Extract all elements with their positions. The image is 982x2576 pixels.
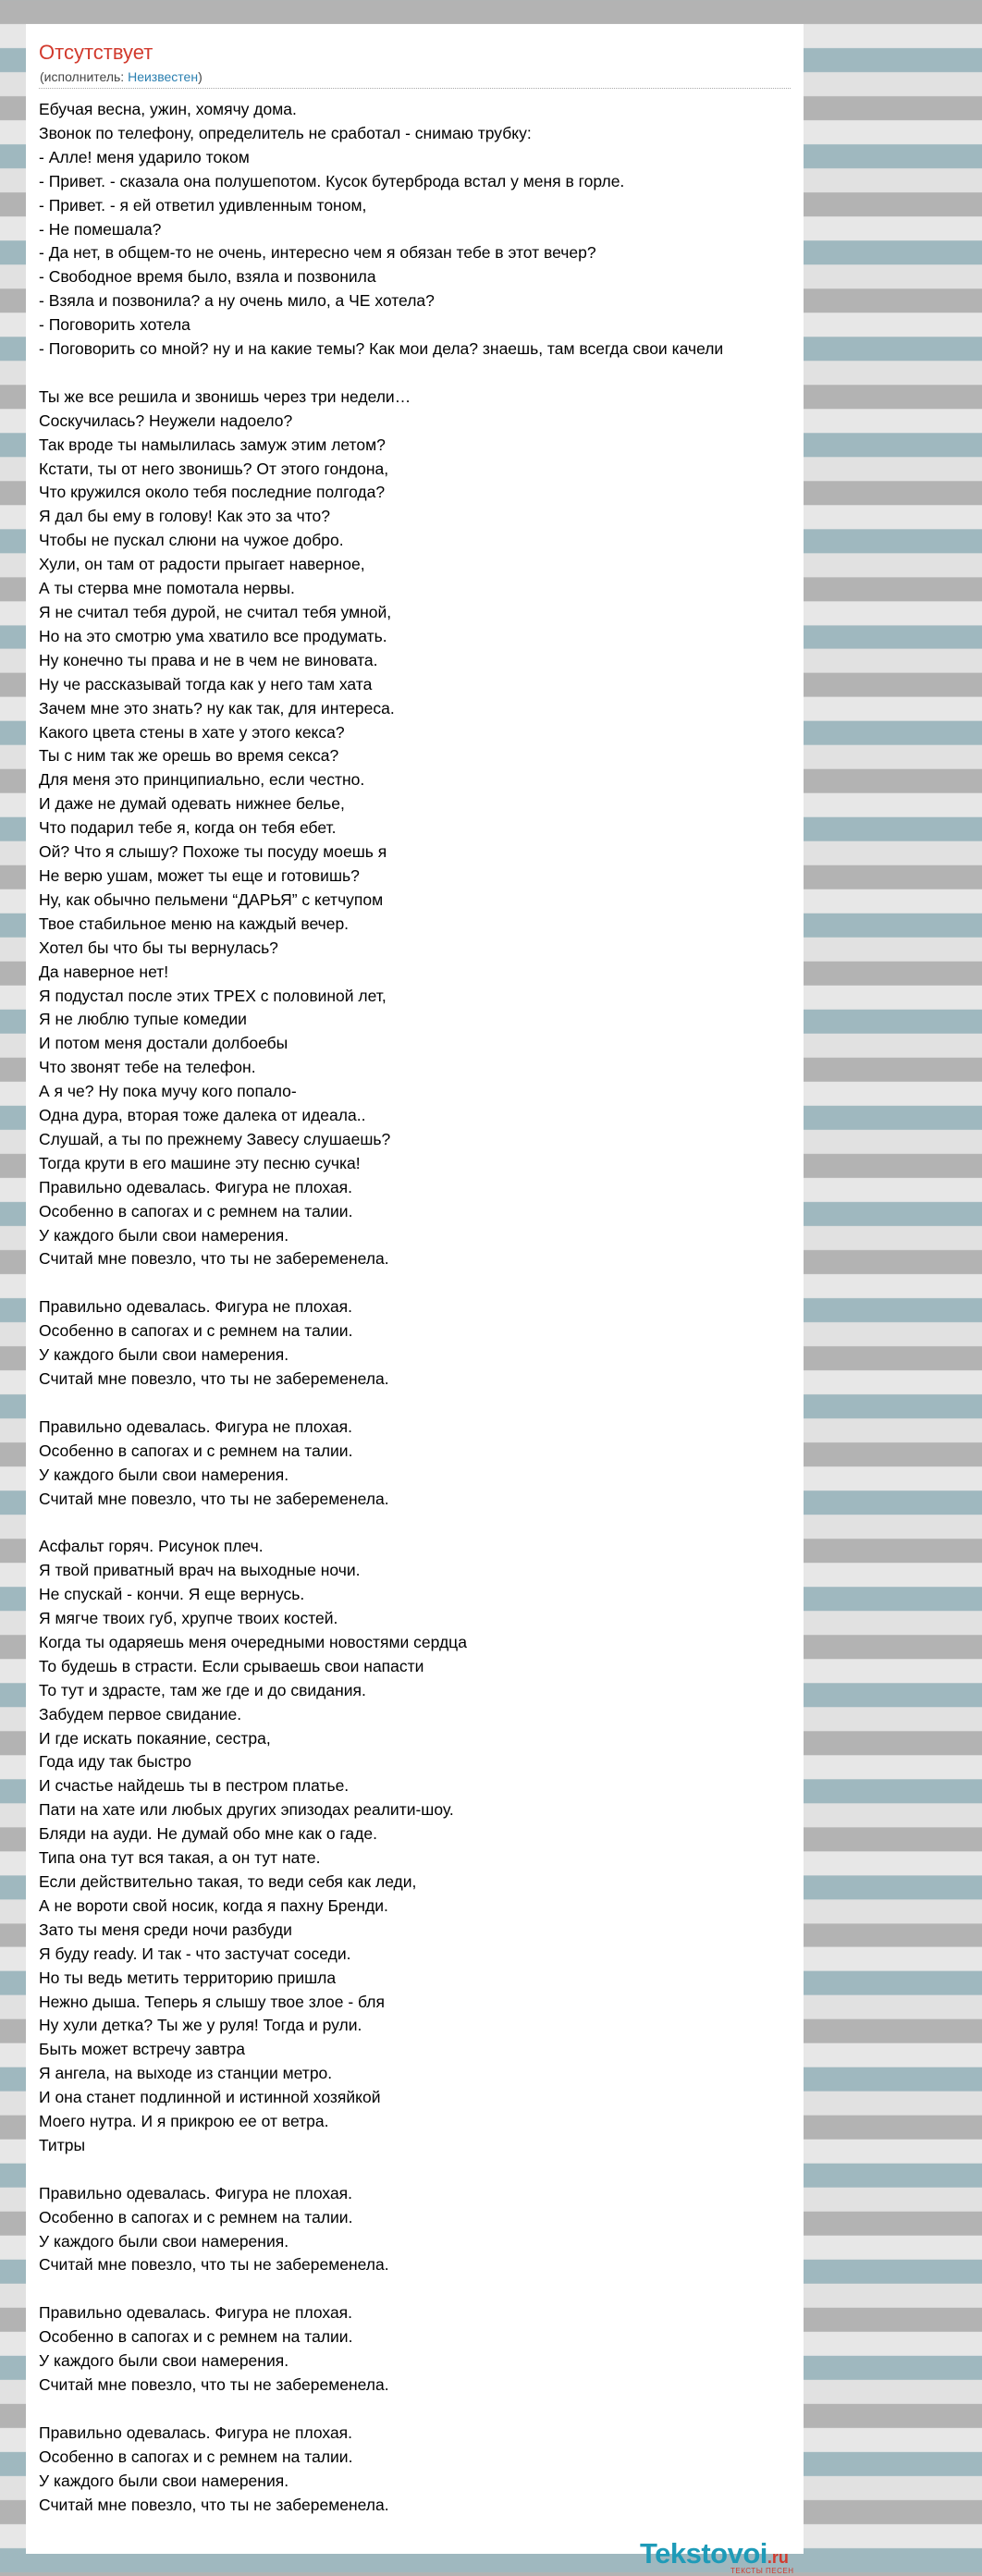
- lyric-line: - Алле! меня ударило током: [39, 147, 250, 166]
- lyric-line: Я подустал после этих ТРЕХ с половиной лет,: [39, 986, 387, 1005]
- stanza-break: [39, 362, 982, 386]
- lyric-line: Я дал бы ему в голову! Как это за что?: [39, 507, 331, 526]
- lyric-line: Бляди на ауди. Не думай обо мне как о гаде.: [39, 1824, 377, 1844]
- lyric-line: И потом меня достали долбоебы: [39, 1034, 288, 1053]
- lyric-line: Ты же все решила и звонишь через три недели…: [39, 386, 411, 406]
- lyric-line: Считай мне повезло, что ты не забеременела.: [39, 1249, 389, 1269]
- lyric-line: Ну, как обычно пельмени “ДАРЬЯ” с кетчупом: [39, 889, 384, 909]
- stanza-break: [39, 2158, 982, 2182]
- lyric-line: Титры: [39, 2135, 86, 2154]
- lyric-line: Если действительно такая, то веди себя как леди,: [39, 1872, 417, 1891]
- lyric-line: Хули, он там от радости прыгает наверное,: [39, 555, 365, 574]
- lyric-line: Считай мне повезло, что ты не забеременела.: [39, 2495, 389, 2514]
- lyric-line: У каждого были свои намерения.: [39, 2231, 289, 2251]
- lyric-line: Пати на хате или любых других эпизодах реалити-шоу.: [39, 1800, 454, 1820]
- lyric-line: Зато ты меня среди ночи разбуди: [39, 1920, 292, 1939]
- stanza-break: [39, 2277, 982, 2301]
- lyric-line: Я не люблю тупые комедии: [39, 1010, 247, 1029]
- lyric-line: Ты с ним так же орешь во время секса?: [39, 746, 339, 766]
- lyric-line: Особенно в сапогах и с ремнем на талии.: [39, 2447, 353, 2466]
- lyric-line: Считай мне повезло, что ты не забеременела.: [39, 1369, 389, 1388]
- stanza-break: [39, 2398, 982, 2422]
- lyric-line: - Да нет, в общем-то не очень, интересно чем я обязан тебе в этот вечер?: [39, 243, 596, 263]
- lyric-line: Когда ты одаряешь меня очередными новостями сердца: [39, 1632, 467, 1651]
- lyric-line: Считай мне повезло, что ты не забеременела.: [39, 1489, 389, 1508]
- artist-link[interactable]: Неизвестен: [128, 69, 199, 84]
- lyric-line: Ну хули детка? Ты же у руля! Тогда и рули.: [39, 2016, 362, 2035]
- lyric-line: Особенно в сапогах и с ремнем на талии.: [39, 1201, 353, 1221]
- lyric-line: Моего нутра. И я прикрою ее от ветра.: [39, 2112, 329, 2131]
- lyric-line: Не спускай - кончи. Я еще вернусь.: [39, 1585, 305, 1604]
- lyric-line: Считай мне повезло, что ты не забеременела.: [39, 2255, 389, 2275]
- lyric-line: А я че? Ну пока мучу кого попало-: [39, 1082, 297, 1101]
- artist-suffix: ): [198, 69, 203, 84]
- lyric-line: Тогда крути в его машине эту песню сучка!: [39, 1153, 361, 1172]
- lyric-line: Я не считал тебя дурой, не считал тебя умной,: [39, 603, 392, 622]
- lyric-line: А не вороти свой носик, когда я пахну Бренди.: [39, 1895, 388, 1915]
- logo-tld: .ru: [767, 2548, 789, 2567]
- lyric-line: У каждого были свои намерения.: [39, 1465, 289, 1484]
- lyric-line: У каждого были свои намерения.: [39, 1345, 289, 1365]
- lyric-line: Слушай, а ты по прежнему Завесу слушаешь?: [39, 1129, 391, 1148]
- lyric-line: Особенно в сапогах и с ремнем на талии.: [39, 2207, 353, 2226]
- lyric-line: Я буду ready. И так - что застучат соседи.: [39, 1944, 351, 1963]
- lyric-line: - Не помешала?: [39, 219, 162, 239]
- logo-word: Tekstovoi: [640, 2537, 767, 2570]
- lyric-line: Твое стабильное меню на каждый вечер.: [39, 914, 350, 933]
- lyric-line: Года иду так быстро: [39, 1752, 191, 1772]
- lyric-line: - Поговорить хотела: [39, 315, 190, 335]
- lyric-line: Так вроде ты намылилась замуж этим летом?: [39, 435, 386, 454]
- lyric-line: - Взяла и позвонила? а ну очень мило, а ЧЕ хотела?: [39, 291, 435, 311]
- lyric-line: - Свободное время было, взяла и позвонила: [39, 267, 376, 287]
- lyric-line: Нежно дыша. Теперь я слышу твое злое - бля: [39, 1992, 385, 2011]
- lyric-line: Ну конечно ты права и не в чем не виновата.: [39, 650, 378, 669]
- lyric-line: Особенно в сапогах и с ремнем на талии.: [39, 2327, 353, 2347]
- lyric-line: Я мягче твоих губ, хрупче твоих костей.: [39, 1609, 338, 1628]
- lyric-line: Что звонят тебе на телефон.: [39, 1058, 256, 1077]
- lyric-line: У каждого были свои намерения.: [39, 2351, 289, 2371]
- lyric-line: Асфальт горяч. Рисунок плеч.: [39, 1537, 264, 1556]
- lyric-line: Звонок по телефону, определитель не сработал - снимаю трубку:: [39, 123, 532, 142]
- lyric-line: - Поговорить со мной? ну и на какие темы? Как мои дела? знаешь, там всегда свои качели: [39, 339, 724, 359]
- stanza-break: [39, 1271, 982, 1295]
- lyric-line: Что подарил тебе я, когда он тебя ебет.: [39, 818, 337, 838]
- lyric-line: Правильно одевалась. Фигура не плохая.: [39, 1177, 353, 1196]
- lyric-line: Не верю ушам, может ты еще и готовишь?: [39, 865, 360, 885]
- lyric-line: Быть может встречу завтра: [39, 2040, 245, 2059]
- lyric-line: Правильно одевалась. Фигура не плохая.: [39, 1297, 353, 1317]
- lyric-line: Хотел бы что бы ты вернулась?: [39, 938, 278, 957]
- lyric-line: Зачем мне это знать? ну как так, для интереса.: [39, 698, 395, 718]
- lyric-line: И даже не думай одевать нижнее белье,: [39, 794, 345, 814]
- lyric-line: Какого цвета стены в хате у этого кекса?: [39, 722, 345, 742]
- lyric-line: Правильно одевалась. Фигура не плохая.: [39, 1417, 353, 1436]
- lyrics-card: [26, 24, 804, 2575]
- lyric-line: Особенно в сапогах и с ремнем на талии.: [39, 1441, 353, 1460]
- lyric-line: То тут и здрасте, там же где и до свидания.: [39, 1680, 366, 1699]
- lyric-line: Ой? Что я слышу? Похоже ты посуду моешь я: [39, 842, 387, 862]
- lyric-line: У каждого были свои намерения.: [39, 2471, 289, 2490]
- lyric-line: И где искать покаяние, сестра,: [39, 1728, 271, 1748]
- song-title: Отсутствует: [39, 41, 153, 64]
- site-logo[interactable]: [640, 2537, 795, 2574]
- lyric-line: И она станет подлинной и истинной хозяйкой: [39, 2088, 381, 2107]
- lyric-line: Для меня это принципиально, если честно.: [39, 770, 365, 790]
- lyrics-text: [39, 98, 982, 2517]
- lyric-line: Чтобы не пускал слюни на чужое добро.: [39, 531, 344, 550]
- lyric-line: Особенно в сапогах и с ремнем на талии.: [39, 1321, 353, 1341]
- lyric-line: - Привет. - сказала она полушепотом. Кусок бутерброда встал у меня в горле.: [39, 171, 625, 190]
- logo-tagline: ТЕКСТЫ ПЕСЕН: [730, 2567, 794, 2575]
- lyric-line: Да наверное нет!: [39, 962, 169, 981]
- lyric-line: То будешь в страсти. Если срываешь свои напасти: [39, 1656, 424, 1675]
- lyric-line: Я ангела, на выходе из станции метро.: [39, 2064, 333, 2083]
- lyric-line: Соскучилась? Неужели надоело?: [39, 411, 293, 430]
- lyric-line: Одна дура, вторая тоже далека от идеала..: [39, 1106, 366, 1125]
- artist-line: [40, 68, 203, 85]
- lyric-line: У каждого были свои намерения.: [39, 1225, 289, 1245]
- lyric-line: Правильно одевалась. Фигура не плохая.: [39, 2303, 353, 2323]
- lyric-line: Правильно одевалась. Фигура не плохая.: [39, 2423, 353, 2442]
- artist-prefix: (исполнитель:: [40, 69, 129, 84]
- lyric-line: Ну че рассказывай тогда как у него там хата: [39, 674, 373, 693]
- lyric-line: Считай мне повезло, что ты не забеременела.: [39, 2375, 389, 2394]
- lyric-line: Но на это смотрю ума хватило все продумать.: [39, 626, 387, 645]
- lyric-line: И счастье найдешь ты в пестром платье.: [39, 1776, 350, 1796]
- lyric-line: Но ты ведь метить территорию пришла: [39, 1968, 337, 1987]
- lyric-line: Я твой приватный врач на выходные ночи.: [39, 1561, 361, 1580]
- lyric-line: - Привет. - я ей ответил удивленным тоном,: [39, 195, 367, 215]
- lyric-line: Типа она тут вся такая, а он тут нате.: [39, 1848, 321, 1868]
- stanza-break: [39, 1511, 982, 1535]
- lyric-line: Что кружился около тебя последние полгода?: [39, 483, 386, 502]
- lyric-line: Ебучая весна, ужин, хомячу дома.: [39, 100, 297, 118]
- lyric-line: Забудем первое свидание.: [39, 1704, 242, 1723]
- stanza-break: [39, 1392, 982, 1416]
- lyric-line: Правильно одевалась. Фигура не плохая.: [39, 2183, 353, 2202]
- lyric-line: А ты стерва мне помотала нервы.: [39, 579, 295, 598]
- title-divider: [39, 88, 791, 89]
- lyric-line: Кстати, ты от него звонишь? От этого гондона,: [39, 459, 389, 478]
